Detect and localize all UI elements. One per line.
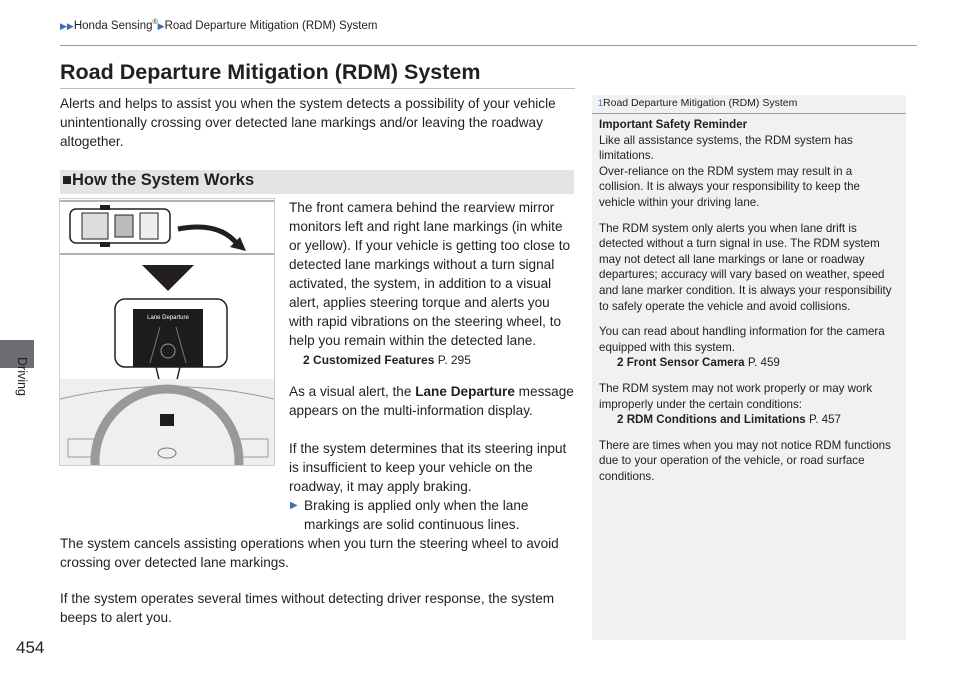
side-tab-label: Driving	[15, 357, 29, 396]
breadcrumb-arrow-icon: ▶▶	[60, 20, 74, 31]
note-marker-icon: 1	[598, 98, 604, 108]
breadcrumb-item-honda-sensing[interactable]: Honda Sensing®	[73, 19, 158, 32]
how-it-works-paragraph: The front camera behind the rearview mirror monitors left and right lane markings (in white or yellow). If your vehicle is getting too close to detected lane markings without a turn signal activated, the system, in addition to a visual alert, applies steering torque and alerts you with rapid vibrations on the steering wheel, to help you remain within the detected lane. 2 Customized Features P. 295	[289, 198, 577, 370]
note-paragraph: There are times when you may not notice RDM functions due to your operation of the vehicle, or road surface conditions.	[599, 438, 891, 483]
sub-bullet-icon: ▶	[290, 500, 298, 511]
page-title: Road Departure Mitigation (RDM) System	[60, 60, 481, 84]
breadcrumb	[60, 19, 377, 32]
rdm-illustration-svg	[60, 199, 274, 465]
page-ref-icon: 2	[303, 353, 310, 367]
xref-rdm-conditions[interactable]: 2 RDM Conditions and Limitations P. 457	[617, 413, 841, 427]
cancel-paragraph: The system cancels assisting operations when you turn the steering wheel to avoid crossing over detected lane markings.	[60, 536, 559, 570]
intro-paragraph: Alerts and helps to assist you when the system detects a possibility of your vehicle unintentionally crossing over detected lane markings and/or leaving the roadway altogether.	[60, 96, 556, 149]
braking-note: ▶ Braking is applied only when the lane markings are solid continuous lines.	[290, 498, 529, 532]
down-arrow-icon	[142, 265, 194, 291]
section-heading: ■How the System Works	[62, 171, 255, 189]
title-divider	[60, 88, 575, 89]
square-bullet-icon: ■	[62, 171, 72, 189]
repeat-paragraph: If the system operates several times without detecting driver response, the system beeps to alert you.	[60, 591, 555, 625]
braking-paragraph: If the system determines that its steering input is insufficient to keep your vehicle on the roadway, it may apply braking.	[289, 441, 567, 494]
breadcrumb-item-rdm[interactable]: Road Departure Mitigation (RDM) System	[164, 19, 378, 32]
note-body: Important Safety Reminder Like all assistance systems, the RDM system has limitations. Over-reliance on the RDM system may result in a collision. It is always your responsibility to keep the vehicle within your driving lane. The RDM system only alerts you when lane drift is detected without a turn signal in use. The RDM system may not detect all lane markings or lane or roadway departures; accuracy will vary based on weather, speed and lane marker condition. It is always your responsibility to safely operate the vehicle and avoid collisions. You can read about handling information for the camera equipped with this system. 2 Front Sensor Camera P. 459 The RDM system may not work properly or may work improperly under the certain conditions: 2 RDM Conditions and Limitations P. 457 There are times when you may not notice RDM functions due to your operation of the vehicle, or road surface conditions.	[599, 117, 899, 494]
page-ref-icon: 2	[617, 413, 624, 427]
car-top-view-icon	[70, 205, 170, 247]
page-ref-icon: 2	[617, 356, 624, 370]
drift-arrow-icon	[178, 227, 238, 245]
visual-alert-paragraph: As a visual alert, the Lane Departure message appears on the multi-information display.	[289, 384, 574, 418]
xref-front-sensor-camera[interactable]: 2 Front Sensor Camera P. 459	[617, 356, 780, 370]
safety-title: Important Safety Reminder	[599, 118, 748, 131]
dashboard-icon	[60, 379, 274, 465]
rdm-illustration	[59, 198, 275, 466]
note-divider	[592, 113, 906, 114]
note-heading: 1Road Departure Mitigation (RDM) System	[598, 97, 798, 109]
header-divider	[60, 45, 917, 46]
breadcrumb-arrow-icon: ▶	[157, 20, 165, 31]
display-label: Lane Departure	[147, 315, 189, 321]
page-number: 454	[16, 638, 45, 657]
xref-customized-features[interactable]: 2 Customized Features P. 295	[303, 353, 471, 367]
note-paragraph: The RDM system only alerts you when lane drift is detected without a turn signal in use. The RDM system may not detect all lane markings or lane or roadway departures; accuracy will vary based on weather, speed and lane marker condition. It is always your responsibility to safely operate the vehicle and avoid collisions.	[599, 221, 892, 313]
